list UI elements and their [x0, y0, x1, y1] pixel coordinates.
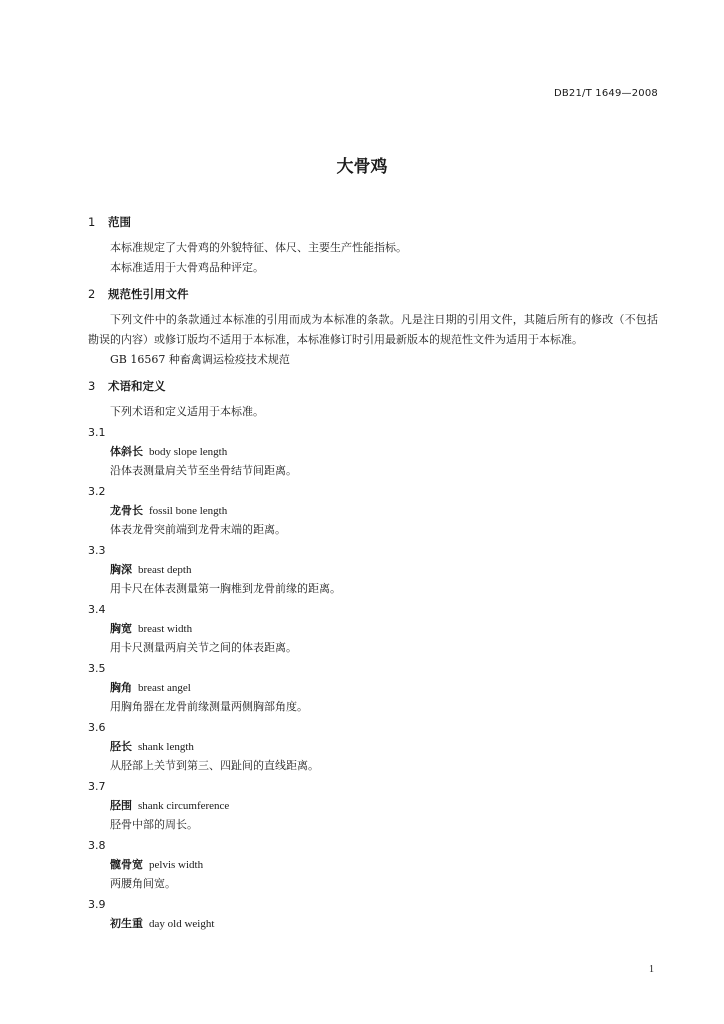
- term-number: 3.1: [88, 426, 106, 439]
- term-name-en: breast angel: [138, 682, 191, 694]
- term-name-en: shank length: [138, 741, 194, 753]
- section-title: 规范性引用文件: [108, 287, 189, 301]
- term-number: 3.8: [88, 839, 106, 852]
- section-heading: [88, 376, 658, 396]
- term-name-en: day old weight: [149, 918, 215, 930]
- term-number: 3.3: [88, 544, 106, 557]
- term-definition: 从胫部上关节到第三、四趾间的直线距离。: [110, 759, 319, 772]
- term-definition: 沿体表测量肩关节至坐骨结节间距离。: [110, 464, 297, 477]
- term-number: 3.2: [88, 485, 106, 498]
- section-title: 术语和定义: [108, 379, 166, 393]
- term-name-zh: 髋骨宽: [110, 858, 143, 871]
- section-scope: [88, 212, 658, 278]
- term-number: 3.6: [88, 721, 106, 734]
- document-title: 大骨鸡: [336, 157, 388, 177]
- term-entry: [88, 601, 658, 658]
- term-name-zh: 胫围: [110, 799, 132, 812]
- document-body: [88, 212, 658, 933]
- page-number: 1: [649, 964, 654, 975]
- term-entry: [88, 483, 658, 540]
- term-name-en: pelvis width: [149, 859, 204, 871]
- term-name-zh: 胫长: [110, 740, 132, 753]
- term-name: [88, 914, 658, 933]
- term-name-zh: 龙骨长: [110, 504, 143, 517]
- section-terms-definitions: [88, 376, 658, 933]
- term-name: [88, 737, 658, 756]
- term-name: [88, 855, 658, 874]
- term-name-zh: 胸宽: [110, 622, 132, 635]
- term-name-en: shank circumference: [138, 800, 230, 812]
- term-name-zh: 初生重: [110, 917, 143, 930]
- term-name-en: breast depth: [138, 564, 192, 576]
- term-definition: 体表龙骨突前端到龙骨末端的距离。: [110, 523, 286, 536]
- reference-item: GB 16567 种畜禽调运检疫技术规范: [110, 353, 290, 366]
- term-name: [88, 501, 658, 520]
- paragraph: 下列文件中的条款通过本标准的引用而成为本标准的条款。凡是注日期的引用文件，其随后所有的修改（不包括勘误的内容）或修订版均不适用于本标准，本标准修订时引用最新版本的规范性文件为适用于本标准。: [88, 313, 658, 346]
- term-name-en: breast width: [138, 623, 193, 635]
- term-definition: 两腰角间宽。: [110, 877, 176, 890]
- term-name: [88, 796, 658, 815]
- term-definition: 胫骨中部的周长。: [110, 818, 198, 831]
- section-number: 3: [88, 379, 96, 393]
- paragraph: 本标准适用于大骨鸡品种评定。: [110, 261, 264, 274]
- section-normative-references: [88, 284, 658, 370]
- term-entry: [88, 896, 658, 933]
- term-definition: 用卡尺测量两肩关节之间的体表距离。: [110, 641, 297, 654]
- section-title: 范围: [108, 215, 131, 229]
- section-number: 1: [88, 215, 96, 229]
- term-name-zh: 胸深: [110, 563, 132, 576]
- term-name-zh: 胸角: [110, 681, 132, 694]
- term-definition: 用卡尺在体表测量第一胸椎到龙骨前缘的距离。: [110, 582, 341, 595]
- term-entry: [88, 778, 658, 835]
- term-number: 3.7: [88, 780, 106, 793]
- term-entry: [88, 719, 658, 776]
- section-heading: [88, 212, 658, 232]
- term-entry: [88, 424, 658, 481]
- term-entry: [88, 660, 658, 717]
- paragraph: 本标准规定了大骨鸡的外貌特征、体尺、主要生产性能指标。: [110, 241, 407, 254]
- term-number: 3.4: [88, 603, 106, 616]
- term-number: 3.5: [88, 662, 106, 675]
- term-definition: 用胸角器在龙骨前缘测量两侧胸部角度。: [110, 700, 308, 713]
- term-name: [88, 560, 658, 579]
- term-entry: [88, 837, 658, 894]
- standard-code: DB21/T 1649—2008: [553, 88, 658, 99]
- term-name: [88, 678, 658, 697]
- term-name: [88, 442, 658, 461]
- section-number: 2: [88, 287, 96, 301]
- term-name-zh: 体斜长: [110, 445, 143, 458]
- term-name-en: fossil bone length: [149, 505, 228, 517]
- term-name-en: body slope length: [149, 446, 228, 458]
- section-heading: [88, 284, 658, 304]
- term-entry: [88, 542, 658, 599]
- term-number: 3.9: [88, 898, 106, 911]
- paragraph: 下列术语和定义适用于本标准。: [110, 405, 264, 418]
- term-name: [88, 619, 658, 638]
